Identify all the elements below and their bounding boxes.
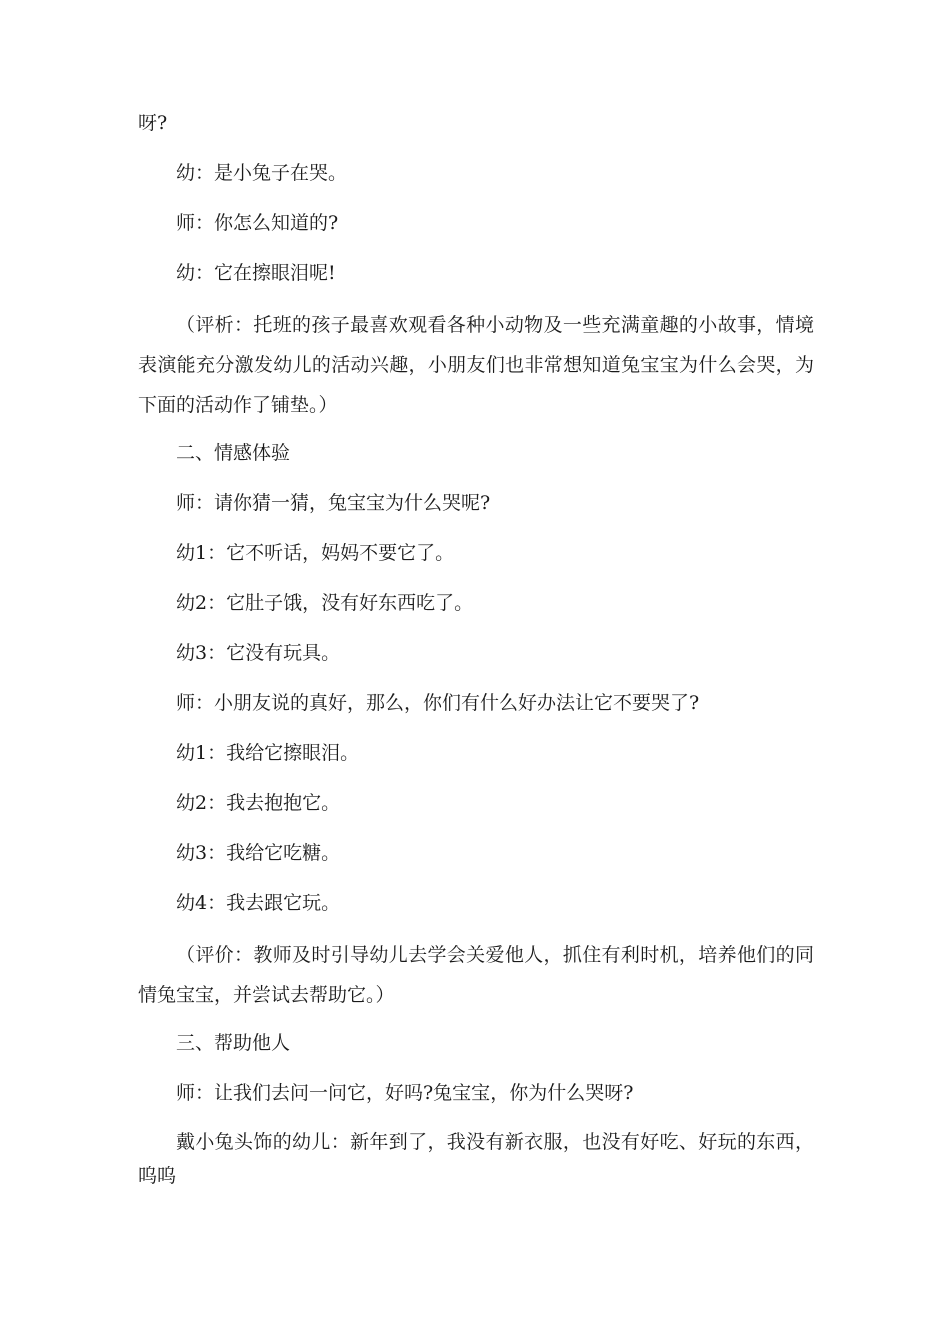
dialogue-line: 戴小兔头饰的幼儿：新年到了，我没有新衣服，也没有好吃、好玩的东西，呜呜 <box>138 1131 814 1187</box>
section-heading: 三、帮助他人 <box>176 1032 291 1054</box>
commentary-paragraph: （评价：教师及时引导幼儿去学会关爱他人，抓住有利时机，培养他们的同情兔宝宝，并尝试去帮助它。） <box>138 944 814 1006</box>
dialogue-line: 师：让我们去问一问它，好吗?兔宝宝，你为什么哭呀? <box>176 1082 634 1104</box>
dialogue-line: 幼3：它没有玩具。 <box>176 642 341 664</box>
dialogue-line: 师：请你猜一猜，兔宝宝为什么哭呢? <box>176 492 491 514</box>
dialogue-line: 幼1：它不听话，妈妈不要它了。 <box>176 542 455 564</box>
dialogue-line: 幼2：我去抱抱它。 <box>176 792 341 814</box>
dialogue-line: 幼2：它肚子饿，没有好东西吃了。 <box>176 592 474 614</box>
dialogue-line: 幼：是小兔子在哭。 <box>176 162 348 184</box>
document-body <box>138 105 814 1207</box>
dialogue-line: 幼3：我给它吃糖。 <box>176 842 341 864</box>
commentary-paragraph: （评析：托班的孩子最喜欢观看各种小动物及一些充满童趣的小故事，情境表演能充分激发幼儿的活动兴趣，小朋友们也非常想知道兔宝宝为什么会哭，为下面的活动作了铺垫。） <box>138 314 814 416</box>
dialogue-line: 师：你怎么知道的? <box>176 212 339 234</box>
dialogue-line: 幼：它在擦眼泪呢! <box>176 262 336 284</box>
section-heading: 二、情感体验 <box>176 442 291 464</box>
dialogue-line: 幼4：我去跟它玩。 <box>176 892 341 914</box>
dialogue-line: 师：小朋友说的真好，那么，你们有什么好办法让它不要哭了? <box>176 692 700 714</box>
paragraph-continuation: 呀? <box>138 112 168 134</box>
dialogue-line: 幼1：我给它擦眼泪。 <box>176 742 360 764</box>
